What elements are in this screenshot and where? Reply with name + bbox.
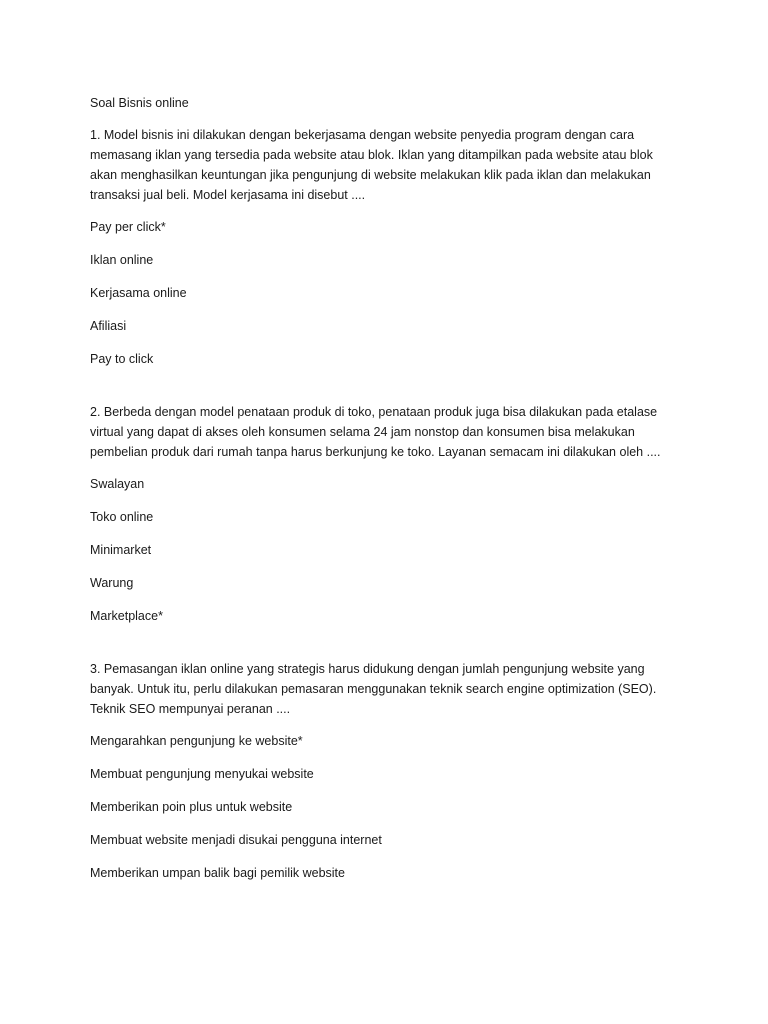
question-text: 2. Berbeda dengan model penataan produk di toko, penataan produk juga bisa dilakukan pada etalase virtual yang dapat di akses oleh konsumen selama 24 jam nonstop dan konsumen bisa melakukan pembelian produk dari rumah tanpa harus berkunjung ke toko. Layanan semacam ini dilakukan oleh .... [90,405,661,459]
answer-option: Iklan online [90,253,154,267]
answer-option: Memberikan umpan balik bagi pemilik website [90,866,345,880]
answer-option: Pay to click [90,352,154,366]
answer-option: Membuat pengunjung menyukai website [90,767,314,781]
question-2 [90,402,680,626]
answer-option: Membuat website menjadi disukai pengguna internet [90,833,382,847]
answer-option: Mengarahkan pengunjung ke website* [90,734,303,748]
answer-option: Toko online [90,510,154,524]
document-page [90,93,680,896]
answer-option: Swalayan [90,477,145,491]
answer-option: Pay per click* [90,220,166,234]
document-title: Soal Bisnis online [90,96,189,110]
answer-option: Kerjasama online [90,286,187,300]
answer-option: Memberikan poin plus untuk website [90,800,293,814]
answer-option: Marketplace* [90,609,163,623]
question-text: 3. Pemasangan iklan online yang strategis harus didukung dengan jumlah pengunjung website yang banyak. Untuk itu, perlu dilakukan pemasaran menggunakan teknik search engine optimization (SEO). Teknik SEO mempunyai peranan .... [90,662,657,716]
answer-option: Warung [90,576,134,590]
answer-option: Minimarket [90,543,152,557]
question-1 [90,125,680,369]
answer-option: Afiliasi [90,319,127,333]
question-text: 1. Model bisnis ini dilakukan dengan bekerjasama dengan website penyedia program dengan cara memasang iklan yang tersedia pada website atau blok. Iklan yang ditampilkan pada website atau blok akan menghasilkan keuntungan jika pengunjung di website melakukan klik pada iklan dan melakukan transaksi jual beli. Model kerjasama ini disebut .... [90,128,653,202]
question-3 [90,659,680,883]
